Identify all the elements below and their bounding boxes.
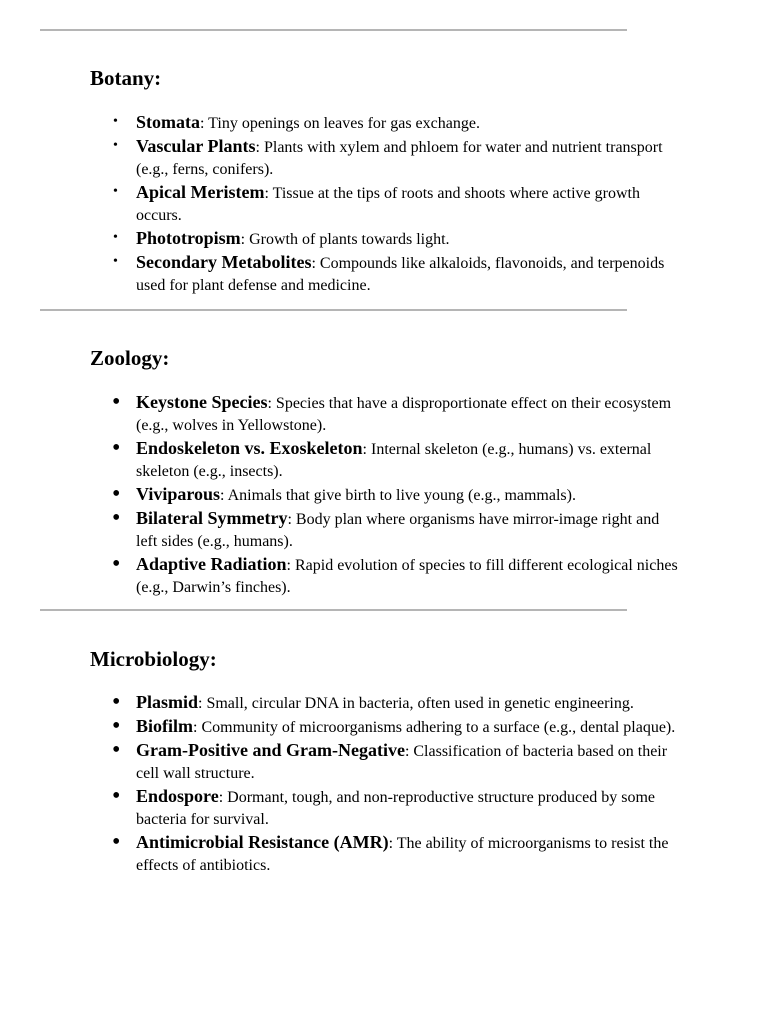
list-item <box>0 437 768 483</box>
term-list-microbiology <box>0 691 768 877</box>
bullet-icon: • <box>113 114 118 129</box>
list-item <box>0 111 768 135</box>
bullet-icon: • <box>112 713 121 739</box>
bullet-icon: • <box>112 505 121 531</box>
list-item <box>0 739 768 785</box>
bullet-icon: • <box>112 551 121 577</box>
bullet-icon: • <box>113 184 118 199</box>
list-item <box>0 483 768 507</box>
term-description: : Compounds like alkaloids, flavonoids, and terpenoids used for plant defense and medicine. <box>136 255 665 294</box>
list-item <box>0 553 768 599</box>
term-list-botany <box>0 111 768 297</box>
term-description: : Tissue at the tips of roots and shoots where active growth occurs. <box>136 185 640 224</box>
term-description: : Growth of plants towards light. <box>240 231 450 248</box>
section-heading-botany: Botany: <box>90 66 162 90</box>
term-name: Secondary Metabolites <box>136 252 312 272</box>
bullet-icon: • <box>113 138 118 153</box>
list-item <box>0 227 768 251</box>
bullet-icon: • <box>112 435 121 461</box>
term-name: Viviparous <box>136 484 221 504</box>
term-name: Endospore <box>136 786 219 806</box>
term-name: Phototropism <box>136 228 241 248</box>
bullet-icon: • <box>112 737 121 763</box>
term-name: Stomata <box>136 112 200 132</box>
term-name: Antimicrobial Resistance (AMR) <box>136 832 389 852</box>
term-name: Endoskeleton vs. Exoskeleton <box>136 438 363 458</box>
section-heading-zoology: Zoology: <box>90 346 170 370</box>
term-description: : Rapid evolution of species to fill different ecological niches (e.g., Darwin’s finches). <box>136 557 678 596</box>
section-heading-microbiology: Microbiology: <box>90 647 217 671</box>
term-description: : Community of microorganisms adhering to a surface (e.g., dental plaque). <box>193 719 676 736</box>
term-name: Gram-Positive and Gram-Negative <box>136 740 405 760</box>
list-item <box>0 715 768 739</box>
term-description: : Dormant, tough, and non-reproductive structure produced by some bacteria for survival. <box>136 789 656 828</box>
term-description: : Classification of bacteria based on their cell wall structure. <box>136 743 668 782</box>
term-name: Plasmid <box>136 692 199 712</box>
term-name: Biofilm <box>136 716 193 736</box>
term-name: Apical Meristem <box>136 182 265 202</box>
divider-zoology-microbiology <box>40 609 627 611</box>
list-item <box>0 391 768 437</box>
term-name: Keystone Species <box>136 392 268 412</box>
term-description: : The ability of microorganisms to resist the effects of antibiotics. <box>136 835 669 874</box>
bullet-icon: • <box>112 389 121 415</box>
term-description: : Tiny openings on leaves for gas exchange. <box>200 115 480 132</box>
term-list-zoology <box>0 391 768 599</box>
bullet-icon: • <box>112 689 121 715</box>
bullet-icon: • <box>112 481 121 507</box>
list-item <box>0 785 768 831</box>
term-name: Bilateral Symmetry <box>136 508 288 528</box>
divider-botany-zoology <box>40 309 627 311</box>
bullet-icon: • <box>113 254 118 269</box>
term-description: : Small, circular DNA in bacteria, often used in genetic engineering. <box>198 695 634 712</box>
list-item <box>0 831 768 877</box>
term-description: : Plants with xylem and phloem for water and nutrient transport (e.g., ferns, conifers). <box>136 139 663 178</box>
list-item <box>0 135 768 181</box>
term-name: Adaptive Radiation <box>136 554 287 574</box>
term-description: : Species that have a disproportionate effect on their ecosystem (e.g., wolves in Yellowstone). <box>136 395 672 434</box>
term-name: Vascular Plants <box>136 136 256 156</box>
term-description: : Internal skeleton (e.g., humans) vs. external skeleton (e.g., insects). <box>136 441 652 480</box>
list-item <box>0 691 768 715</box>
bullet-icon: • <box>113 230 118 245</box>
term-description: : Animals that give birth to live young (e.g., mammals). <box>220 487 576 504</box>
bullet-icon: • <box>112 829 121 855</box>
bullet-icon: • <box>112 783 121 809</box>
list-item <box>0 181 768 227</box>
list-item <box>0 251 768 297</box>
divider-top <box>40 29 627 31</box>
list-item <box>0 507 768 553</box>
term-description: : Body plan where organisms have mirror-image right and left sides (e.g., humans). <box>136 511 660 550</box>
